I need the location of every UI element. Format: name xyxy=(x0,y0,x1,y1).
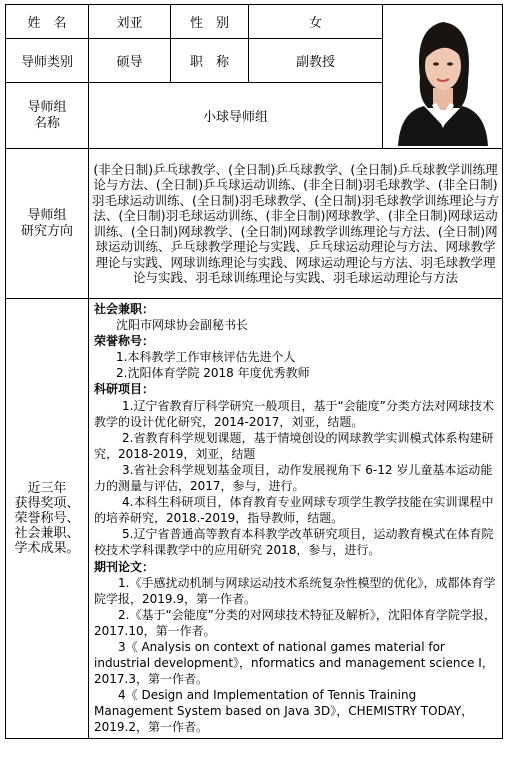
honor-heading: 荣誉称号： xyxy=(94,334,155,349)
research-label: 导师组 研究方向 xyxy=(6,149,89,299)
achievements-content xyxy=(89,299,503,739)
social-heading: 社会兼职： xyxy=(94,302,155,316)
research-directions: (非全日制)乒乓球教学、(全日制)乒乓球教学、(全日制)乒乓球教学训练理论与方法、(全日制)乒乓球运动训练、(非全日制)羽毛球教学、(非全日制)羽毛球运动训练、(全日制)羽毛球教学、(全日制)羽毛球教学训练理论与方法、(全日制)羽毛球运动训练、(非全日制)网球教学、(非全日制)网球运动训练、(全日制)网球教学、(全日制)网球教学训练理论与方法、(全日制)网球运动训练、乒乓球教学理论与实践、乒乓球运动理论与方法、网球教学理论与实践、网球训练理论与实践、网球运动理论与方法、羽毛球教学理论与实践、羽毛球训练理论与实践、羽毛球运动理论与方法 xyxy=(89,149,503,299)
paper-item: 2.《基于“会能度”分类的对网球技术特征及解析》，沈阳体育学院学报，2017.10，第一作者。 xyxy=(94,607,496,638)
portrait-photo xyxy=(390,8,496,146)
photo-cell xyxy=(383,5,503,149)
project-item: 3.省社会科学规划基金项目，动作发展视角下 6-12 岁儿童基本运动能力的测量与评估，2017，参与，进行。 xyxy=(94,462,493,494)
paper-item: 1.《手感扰动机制与网球运动技术系统复杂性模型的优化》，成都体育学院学报，2019.9，第一作者。 xyxy=(94,575,496,606)
paper-item: 4《 Design and Implementation of Tennis Training Management System based on Java 3D》，CHEMISTRY TODAY，2019.2，第一作者。 xyxy=(94,688,474,735)
title-value: 副教授 xyxy=(249,39,383,83)
mentor-type-value: 硕导 xyxy=(89,39,171,83)
mentor-group-value: 小球导师组 xyxy=(89,83,383,149)
papers-heading: 期刊论文： xyxy=(94,559,155,574)
name-value: 刘亚 xyxy=(89,5,171,39)
honor-item: 1.本科教学工作审核评估先进个人 xyxy=(116,350,296,365)
profile-table xyxy=(5,4,503,739)
gender-value: 女 xyxy=(249,5,383,39)
project-item: 1.辽宁省教育厅科学研究一般项目，基于“会能度”分类方法对网球技术教学的设计优化研究，2014-2017，刘亚，结题。 xyxy=(94,398,494,429)
gender-label: 性 别 xyxy=(171,5,249,39)
paper-item: 3《 Analysis on context of national games material for industrial development》，nformatics and management science I，2017.3，第一作者。 xyxy=(94,639,494,687)
research-heading: 科研项目： xyxy=(94,382,155,397)
mentor-type-label: 导师类别 xyxy=(6,39,89,83)
project-item: 4.本科生科研项目，体育教育专业网球专项学生教学技能在实训课程中的培养研究，2018.-2019，指导教师，结题。 xyxy=(94,495,494,526)
project-item: 2.省教育科学规划课题，基于情境创设的网球教学实训模式体系构建研究，2018-2019，刘亚，结题 xyxy=(94,430,494,461)
achievements-label: 近三年 获得奖项、 荣誉称号、 社会兼职、 学术成果。 xyxy=(6,299,89,739)
social-item: 沈阳市网球协会副秘书长 xyxy=(116,318,249,333)
name-label: 姓 名 xyxy=(6,5,89,39)
title-label: 职 称 xyxy=(171,39,249,83)
project-item: 5.辽宁省普通高等教育本科教学改革研究项目，运动教育模式在体育院校技术学科课教学中的应用研究 2018，参与，进行。 xyxy=(94,527,494,558)
honor-item: 2.沈阳体育学院 2018 年度优秀教师 xyxy=(116,366,310,381)
mentor-group-label: 导师组 名称 xyxy=(6,83,89,149)
